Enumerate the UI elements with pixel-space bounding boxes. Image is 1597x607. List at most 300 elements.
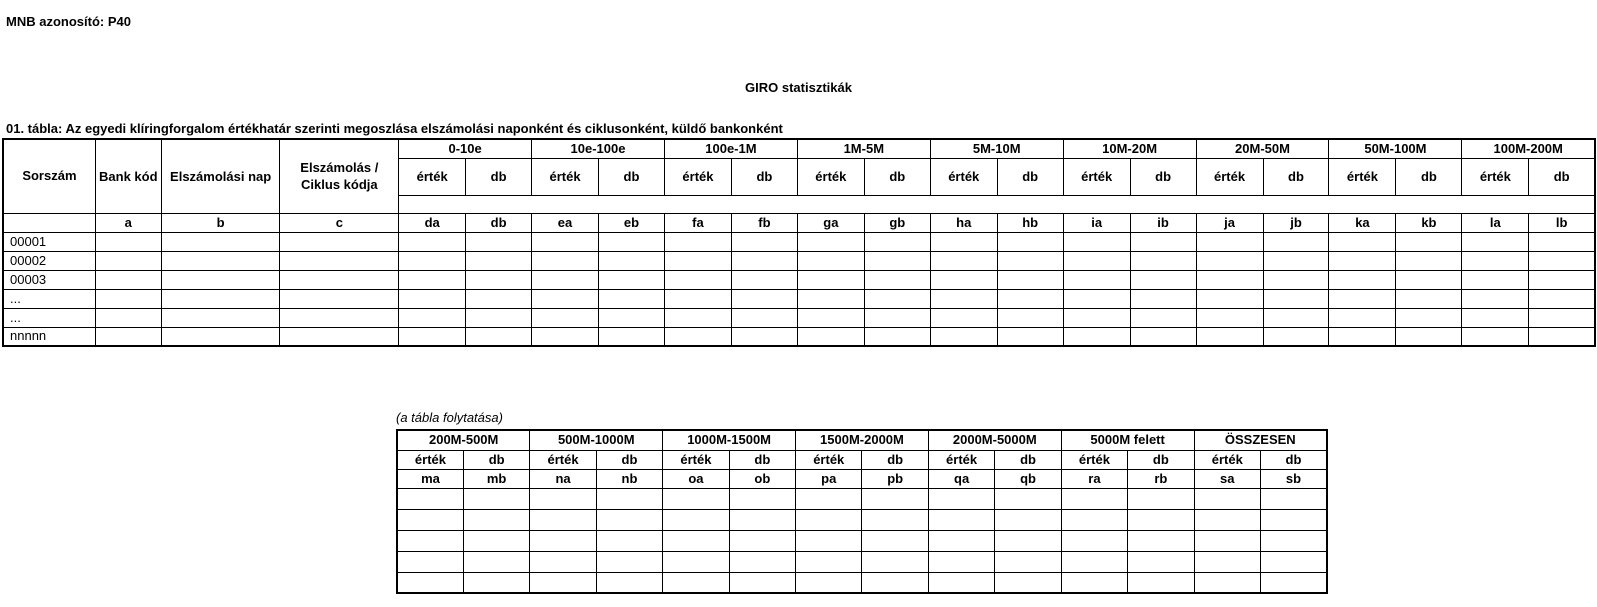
range-header: 100M-200M [1462, 139, 1595, 158]
data-cell [1128, 509, 1194, 530]
data-cell [95, 327, 161, 346]
data-cell [729, 551, 795, 572]
count-header: db [1260, 450, 1327, 469]
table-row [3, 232, 1595, 251]
data-cell [1196, 327, 1263, 346]
header-sorszam: Sorszám [3, 139, 95, 213]
row-number: 00003 [3, 270, 95, 289]
data-cell [1061, 572, 1127, 593]
data-cell [1196, 289, 1263, 308]
data-cell [530, 572, 596, 593]
data-cell [280, 308, 399, 327]
data-cell [1063, 270, 1130, 289]
value-header: érték [797, 158, 864, 195]
table-row [397, 509, 1327, 530]
value-header: érték [928, 450, 994, 469]
data-cell [532, 327, 599, 346]
data-cell [1263, 327, 1329, 346]
data-cell [997, 289, 1063, 308]
data-cell [997, 327, 1063, 346]
data-cell [1462, 232, 1529, 251]
data-cell [797, 289, 864, 308]
data-cell [797, 270, 864, 289]
data-cell [1329, 327, 1396, 346]
data-cell [796, 488, 862, 509]
data-cell [530, 551, 596, 572]
data-cell [161, 308, 280, 327]
data-cell [1329, 232, 1396, 251]
data-cell [731, 270, 797, 289]
count-header: db [1263, 158, 1329, 195]
data-cell [797, 232, 864, 251]
code-cell: eb [599, 213, 665, 232]
table-row [397, 488, 1327, 509]
data-cell [399, 327, 466, 346]
data-cell [1396, 308, 1462, 327]
data-cell [95, 308, 161, 327]
code-cell: sa [1194, 469, 1260, 488]
data-cell [995, 530, 1061, 551]
data-cell [1260, 488, 1327, 509]
data-cell [397, 488, 463, 509]
data-cell [1194, 488, 1260, 509]
code-cell: fa [664, 213, 731, 232]
value-header: érték [397, 450, 463, 469]
data-cell [1462, 327, 1529, 346]
range-header: 20M-50M [1196, 139, 1329, 158]
data-cell [995, 488, 1061, 509]
table-row [397, 530, 1327, 551]
data-cell [1263, 270, 1329, 289]
value-header: érték [1329, 158, 1396, 195]
range-header: ÖSSZESEN [1194, 430, 1327, 450]
data-cell [664, 232, 731, 251]
count-header: db [1128, 450, 1194, 469]
data-cell [532, 289, 599, 308]
row-number: nnnnn [3, 327, 95, 346]
data-cell [930, 270, 997, 289]
range-header: 2000M-5000M [928, 430, 1061, 450]
data-cell [1529, 270, 1595, 289]
data-cell [930, 232, 997, 251]
mnb-id: MNB azonosító: P40 [6, 14, 131, 29]
data-cell [663, 551, 729, 572]
data-cell [995, 551, 1061, 572]
data-cell [1063, 308, 1130, 327]
data-cell [997, 251, 1063, 270]
data-cell [729, 509, 795, 530]
data-cell [596, 551, 662, 572]
data-cell [596, 530, 662, 551]
data-cell [664, 251, 731, 270]
data-cell [161, 232, 280, 251]
code-cell: ra [1061, 469, 1127, 488]
data-cell [1130, 289, 1196, 308]
code-cell: db [466, 213, 532, 232]
data-cell [796, 572, 862, 593]
data-cell [596, 572, 662, 593]
data-cell [161, 270, 280, 289]
row-number: 00001 [3, 232, 95, 251]
data-cell [1128, 572, 1194, 593]
range-header: 500M-1000M [530, 430, 663, 450]
data-cell [399, 270, 466, 289]
continuation-label: (a tábla folytatása) [396, 410, 503, 425]
page-title: GIRO statisztikák [745, 80, 852, 95]
data-cell [1396, 327, 1462, 346]
data-cell [466, 327, 532, 346]
row-number: ... [3, 308, 95, 327]
data-cell [95, 232, 161, 251]
data-cell [397, 551, 463, 572]
data-cell [664, 289, 731, 308]
range-header: 50M-100M [1329, 139, 1462, 158]
table-row [3, 270, 1595, 289]
data-cell [731, 251, 797, 270]
code-cell: qb [995, 469, 1061, 488]
data-cell [280, 251, 399, 270]
data-cell [864, 232, 930, 251]
data-cell [796, 551, 862, 572]
data-cell [797, 251, 864, 270]
range-header: 1M-5M [797, 139, 930, 158]
data-cell [864, 289, 930, 308]
data-cell [930, 289, 997, 308]
code-cell: ga [797, 213, 864, 232]
data-cell [399, 232, 466, 251]
data-cell [161, 251, 280, 270]
data-cell [466, 251, 532, 270]
count-header: db [995, 450, 1061, 469]
header-bank: Bank kód [95, 139, 161, 213]
data-cell [862, 551, 928, 572]
code-cell: ob [729, 469, 795, 488]
data-cell [532, 308, 599, 327]
data-cell [530, 509, 596, 530]
data-cell [1194, 530, 1260, 551]
code-cell: ha [930, 213, 997, 232]
data-cell [1462, 251, 1529, 270]
data-cell [729, 572, 795, 593]
code-cell: da [399, 213, 466, 232]
data-cell [1462, 308, 1529, 327]
value-header: érték [1063, 158, 1130, 195]
data-cell [280, 232, 399, 251]
data-cell [1462, 289, 1529, 308]
data-cell [1396, 289, 1462, 308]
data-cell [1196, 270, 1263, 289]
data-cell [280, 289, 399, 308]
data-cell [997, 232, 1063, 251]
data-cell [1396, 232, 1462, 251]
code-cell: la [1462, 213, 1529, 232]
code-cell: hb [997, 213, 1063, 232]
data-cell [1061, 509, 1127, 530]
code-cell: b [161, 213, 280, 232]
code-cell: ja [1196, 213, 1263, 232]
value-header: érték [1462, 158, 1529, 195]
data-cell [399, 289, 466, 308]
code-cell: nb [596, 469, 662, 488]
data-cell [663, 488, 729, 509]
code-cell: oa [663, 469, 729, 488]
data-cell [399, 308, 466, 327]
range-header: 100e-1M [664, 139, 797, 158]
table-row [3, 308, 1595, 327]
data-cell [729, 488, 795, 509]
data-cell [729, 530, 795, 551]
data-cell [1130, 327, 1196, 346]
data-cell [796, 509, 862, 530]
code-cell: ea [532, 213, 599, 232]
value-header: érték [663, 450, 729, 469]
data-cell [997, 270, 1063, 289]
data-cell [797, 327, 864, 346]
data-cell [280, 327, 399, 346]
data-cell [95, 270, 161, 289]
data-cell [161, 289, 280, 308]
data-cell [1396, 270, 1462, 289]
data-cell [663, 509, 729, 530]
data-cell [1529, 327, 1595, 346]
count-header: db [862, 450, 928, 469]
code-cell: fb [731, 213, 797, 232]
data-cell [463, 530, 529, 551]
main-table [2, 138, 1596, 347]
data-cell [864, 251, 930, 270]
value-header: érték [1061, 450, 1127, 469]
data-cell [463, 488, 529, 509]
code-cell: jb [1263, 213, 1329, 232]
code-cell: na [530, 469, 596, 488]
data-cell [1061, 551, 1127, 572]
data-cell [1529, 308, 1595, 327]
data-cell [930, 251, 997, 270]
data-cell [397, 509, 463, 530]
table-row [3, 289, 1595, 308]
data-cell [466, 232, 532, 251]
data-cell [1130, 251, 1196, 270]
code-cell-empty [3, 213, 95, 232]
count-header: db [1396, 158, 1462, 195]
data-cell [596, 509, 662, 530]
data-cell [1263, 308, 1329, 327]
data-cell [862, 530, 928, 551]
data-cell [399, 251, 466, 270]
code-cell: kb [1396, 213, 1462, 232]
data-cell [930, 308, 997, 327]
data-cell [731, 232, 797, 251]
data-cell [664, 270, 731, 289]
code-cell: gb [864, 213, 930, 232]
code-cell: sb [1260, 469, 1327, 488]
row-number: 00002 [3, 251, 95, 270]
range-header: 5000M felett [1061, 430, 1194, 450]
data-cell [397, 572, 463, 593]
data-cell [1194, 509, 1260, 530]
data-cell [1529, 251, 1595, 270]
data-cell [862, 488, 928, 509]
table-caption: 01. tábla: Az egyedi klíringforgalom értékhatár szerinti megoszlása elszámolási naponként és ciklusonként, küldő bankonként [6, 121, 783, 136]
data-cell [797, 308, 864, 327]
code-cell: pb [862, 469, 928, 488]
value-header: érték [796, 450, 862, 469]
data-cell [663, 530, 729, 551]
code-cell: lb [1529, 213, 1595, 232]
count-header: db [1529, 158, 1595, 195]
data-cell [731, 289, 797, 308]
table-row [397, 551, 1327, 572]
range-header: 10M-20M [1063, 139, 1196, 158]
row-number: ... [3, 289, 95, 308]
data-cell [862, 572, 928, 593]
header-ciklus: Elszámolás / Ciklus kódja [280, 139, 399, 213]
data-cell [731, 308, 797, 327]
data-cell [1063, 232, 1130, 251]
data-cell [1194, 551, 1260, 572]
code-cell: rb [1128, 469, 1194, 488]
count-header: db [731, 158, 797, 195]
data-cell [1329, 251, 1396, 270]
data-cell [1263, 232, 1329, 251]
data-cell [1196, 232, 1263, 251]
count-header: db [463, 450, 529, 469]
data-cell [1063, 251, 1130, 270]
value-header: érték [1196, 158, 1263, 195]
data-cell [796, 530, 862, 551]
data-cell [1128, 551, 1194, 572]
data-cell [928, 488, 994, 509]
range-header: 10e-100e [532, 139, 665, 158]
code-cell: a [95, 213, 161, 232]
data-cell [995, 572, 1061, 593]
data-cell [1196, 251, 1263, 270]
data-cell [928, 530, 994, 551]
data-cell [599, 251, 665, 270]
data-cell [928, 509, 994, 530]
value-header: érték [530, 450, 596, 469]
count-header: db [1130, 158, 1196, 195]
count-header: db [729, 450, 795, 469]
data-cell [466, 289, 532, 308]
code-cell: ma [397, 469, 463, 488]
code-cell: ka [1329, 213, 1396, 232]
data-cell [862, 509, 928, 530]
data-cell [463, 572, 529, 593]
code-cell: ib [1130, 213, 1196, 232]
data-cell [1260, 572, 1327, 593]
value-header: érték [1194, 450, 1260, 469]
data-cell [397, 530, 463, 551]
data-cell [1128, 530, 1194, 551]
data-cell [1260, 530, 1327, 551]
data-cell [1196, 308, 1263, 327]
range-header: 1000M-1500M [663, 430, 796, 450]
data-cell [1063, 289, 1130, 308]
range-header: 0-10e [399, 139, 532, 158]
data-cell [928, 572, 994, 593]
count-header: db [864, 158, 930, 195]
range-header: 200M-500M [397, 430, 530, 450]
data-cell [664, 327, 731, 346]
range-header: 5M-10M [930, 139, 1063, 158]
data-cell [1329, 270, 1396, 289]
data-cell [466, 308, 532, 327]
code-cell: pa [796, 469, 862, 488]
data-cell [599, 232, 665, 251]
data-cell [1329, 308, 1396, 327]
data-cell [161, 327, 280, 346]
data-cell [1194, 572, 1260, 593]
table-row [3, 327, 1595, 346]
data-cell [532, 251, 599, 270]
data-cell [532, 232, 599, 251]
data-cell [1396, 251, 1462, 270]
data-cell [463, 509, 529, 530]
data-cell [930, 327, 997, 346]
data-cell [1061, 530, 1127, 551]
count-header: db [596, 450, 662, 469]
data-cell [864, 308, 930, 327]
data-cell [466, 270, 532, 289]
data-cell [664, 308, 731, 327]
table-row [397, 572, 1327, 593]
data-cell [596, 488, 662, 509]
data-cell [599, 327, 665, 346]
count-header: db [997, 158, 1063, 195]
data-cell [1061, 488, 1127, 509]
data-cell [1128, 488, 1194, 509]
value-header: érték [532, 158, 599, 195]
data-cell [532, 270, 599, 289]
value-header: érték [664, 158, 731, 195]
data-cell [1462, 270, 1529, 289]
data-cell [663, 572, 729, 593]
count-header: db [466, 158, 532, 195]
data-cell [463, 551, 529, 572]
code-cell: mb [463, 469, 529, 488]
data-cell [864, 270, 930, 289]
code-cell: ia [1063, 213, 1130, 232]
data-cell [599, 308, 665, 327]
value-header: érték [399, 158, 466, 195]
data-cell [1260, 551, 1327, 572]
data-cell [599, 270, 665, 289]
data-cell [1263, 251, 1329, 270]
continuation-table [396, 429, 1328, 594]
data-cell [1263, 289, 1329, 308]
value-header: érték [930, 158, 997, 195]
code-cell: qa [928, 469, 994, 488]
code-cell: c [280, 213, 399, 232]
data-cell [997, 308, 1063, 327]
data-cell [599, 289, 665, 308]
data-cell [928, 551, 994, 572]
data-cell [731, 327, 797, 346]
data-cell [1130, 270, 1196, 289]
data-cell [1130, 308, 1196, 327]
table-row [3, 251, 1595, 270]
data-cell [280, 270, 399, 289]
data-cell [95, 251, 161, 270]
data-cell [1130, 232, 1196, 251]
header-nap: Elszámolási nap [161, 139, 280, 213]
data-cell [1329, 289, 1396, 308]
data-cell [530, 530, 596, 551]
count-header: db [599, 158, 665, 195]
data-cell [995, 509, 1061, 530]
data-cell [864, 327, 930, 346]
